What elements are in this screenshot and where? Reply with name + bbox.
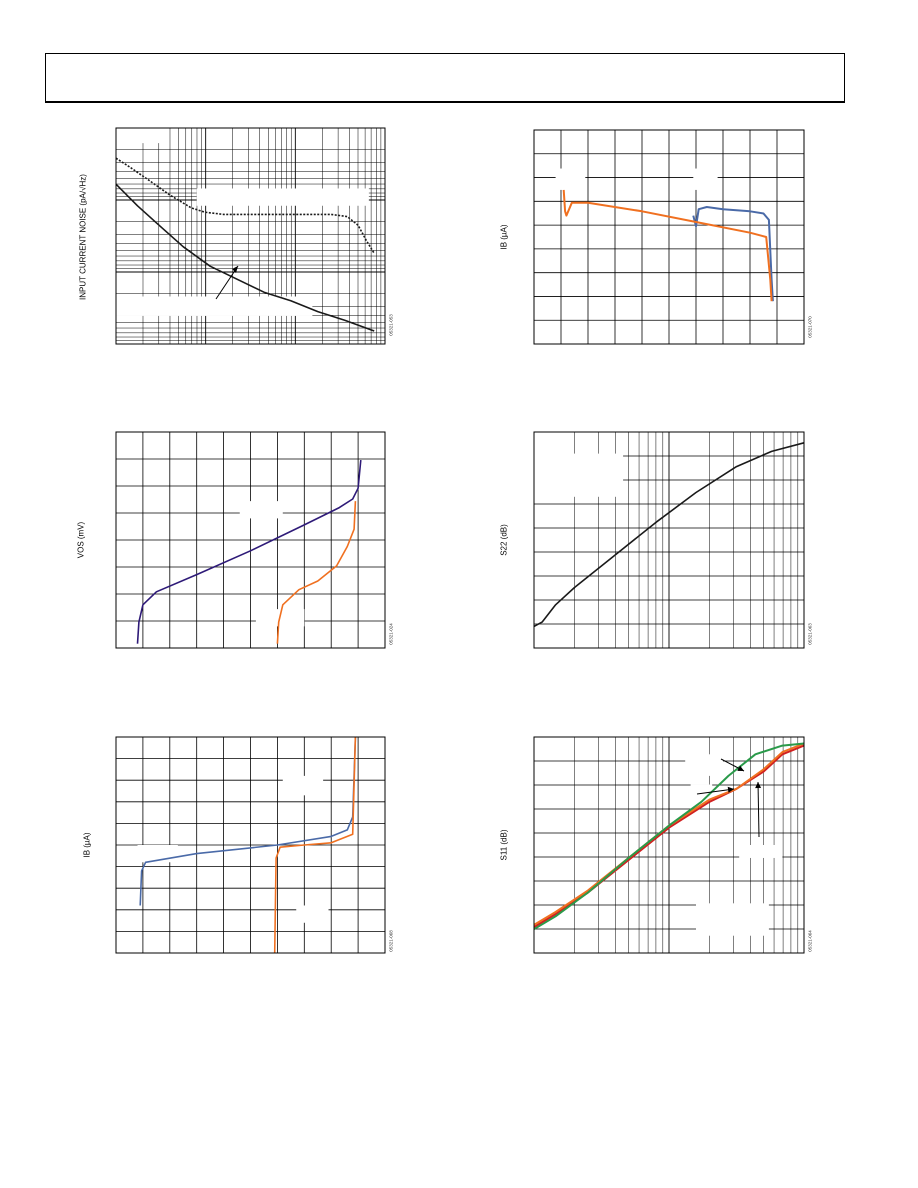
chart3-figure-id: 05321-024 bbox=[388, 623, 394, 645]
page-header-box bbox=[45, 53, 845, 103]
chart4-ylabel: S22 (dB) bbox=[499, 524, 509, 556]
label-mask bbox=[296, 905, 328, 922]
label-mask bbox=[534, 454, 623, 497]
chart-input-current-noise bbox=[116, 128, 385, 344]
chart4-figure-id: 05321-063 bbox=[807, 623, 813, 645]
chart1-ylabel: INPUT CURRENT NOISE (pA/√Hz) bbox=[78, 174, 88, 300]
series-line-2 bbox=[564, 190, 772, 301]
chart-s11 bbox=[534, 737, 804, 953]
chart-s22 bbox=[534, 432, 804, 648]
label-mask bbox=[693, 169, 717, 190]
series-line-1 bbox=[140, 737, 355, 906]
label-mask bbox=[696, 903, 769, 935]
annotation-arrow bbox=[758, 782, 759, 837]
label-mask bbox=[556, 169, 586, 190]
grid-lines bbox=[116, 432, 385, 648]
chart-ib-bottom bbox=[116, 737, 385, 953]
label-mask bbox=[685, 754, 723, 776]
chart2-ylabel: IB (µA) bbox=[499, 224, 509, 250]
chart1-figure-id: 05321-053 bbox=[388, 314, 394, 336]
label-mask bbox=[240, 501, 283, 518]
chart-vos bbox=[116, 432, 385, 648]
label-mask bbox=[116, 296, 312, 315]
series-line-1 bbox=[138, 460, 361, 644]
chart5-figure-id: 05321-068 bbox=[388, 930, 394, 952]
series-line-1 bbox=[693, 207, 773, 301]
chart5-ylabel: IB (µA) bbox=[82, 832, 92, 858]
chart6-figure-id: 05321-064 bbox=[807, 930, 813, 952]
label-mask bbox=[197, 188, 369, 205]
chart3-ylabel: VOS (mV) bbox=[76, 521, 86, 559]
label-mask bbox=[739, 845, 782, 858]
chart-ib-top bbox=[534, 130, 804, 344]
label-mask bbox=[283, 776, 323, 795]
chart6-ylabel: S11 (dB) bbox=[499, 829, 509, 861]
chart2-figure-id: 05321-070 bbox=[807, 316, 813, 338]
label-mask bbox=[116, 128, 164, 143]
